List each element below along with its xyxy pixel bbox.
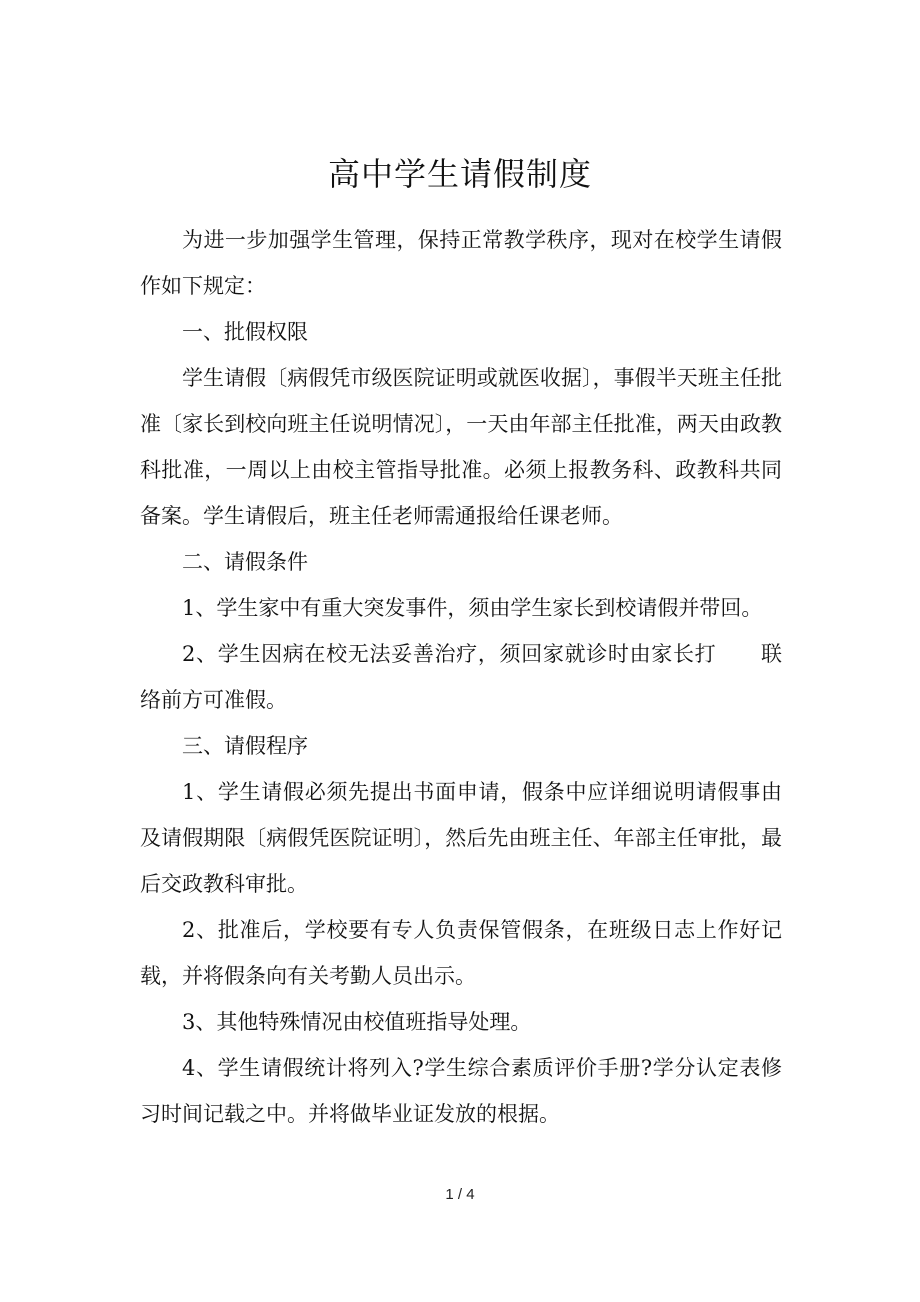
page-number: 1 / 4 (445, 1186, 475, 1203)
leave-procedure-item-2: 2、批准后，学校要有专人负责保管假条，在班级日志上作好记载，并将假条向有关考勤人员出示。 (140, 918, 782, 988)
section-heading-leave-procedure: 三、请假程序 (182, 734, 308, 758)
leave-procedure-item-4: 4、学生请假统计将列入?学生综合素质评价手册?学分认定表修习时间记载之中。并将做毕业证发放的根据。 (140, 1056, 782, 1126)
leave-condition-item-2-part-b: 联络前方可准假。 (140, 642, 783, 712)
leave-procedure-item-3: 3、其他特殊情况由校值班指导处理。 (182, 1010, 532, 1034)
intro-paragraph: 为进一步加强学生管理，保持正常教学秩序，现对在校学生请假作如下规定： (140, 228, 782, 298)
document-title: 高中学生请假制度 (327, 155, 592, 193)
leave-procedure-item-1: 1、学生请假必须先提出书面申请，假条中应详细说明请假事由及请假期限〔病假凭医院证明〕，然后先由班主任、年部主任审批，最后交政教科审批。 (140, 780, 782, 896)
leave-condition-item-2-part-a: 2、学生因病在校无法妥善治疗，须回家就诊时由家长打 (182, 642, 717, 666)
document-body (140, 217, 782, 1137)
leave-condition-item-2 (140, 631, 782, 723)
leave-condition-item-1: 1、学生家中有重大突发事件，须由学生家长到校请假并带回。 (182, 596, 763, 620)
section-heading-leave-conditions: 二、请假条件 (182, 550, 308, 574)
section-heading-approval-authority: 一、批假权限 (182, 320, 308, 344)
approval-authority-paragraph: 学生请假〔病假凭市级医院证明或就医收据〕，事假半天班主任批准〔家长到校向班主任说明情况〕，一天由年部主任批准，两天由政教科批准，一周以上由校主管指导批准。必须上报教务科、政教科共同备案。学生请假后，班主任老师需通报给任课老师。 (140, 366, 782, 528)
